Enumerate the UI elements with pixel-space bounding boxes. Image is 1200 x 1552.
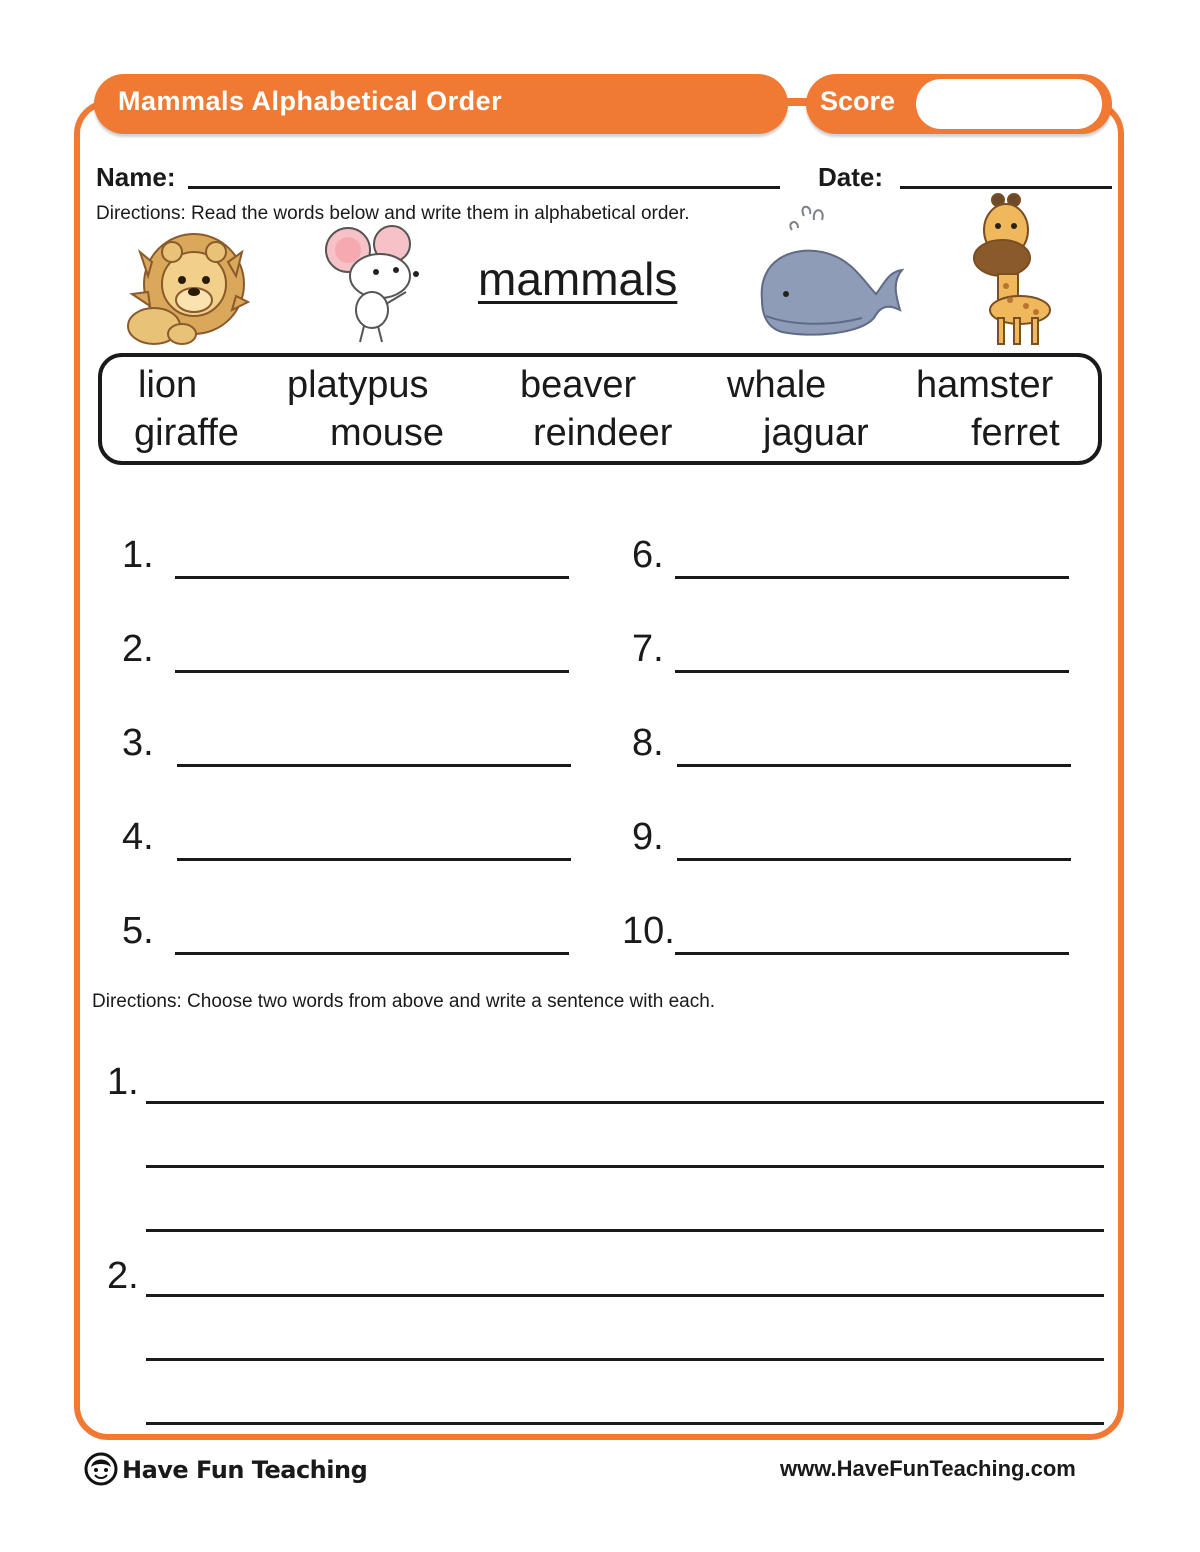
- word-bank-item: ferret: [971, 412, 1060, 454]
- sentence-line[interactable]: [146, 1229, 1104, 1232]
- word-bank-item: reindeer: [533, 412, 673, 454]
- sentence-line[interactable]: [146, 1422, 1104, 1425]
- directions-alphabetical: Directions: Read the words below and write them in alphabetical order.: [96, 203, 690, 224]
- answer-number: 6.: [632, 534, 664, 576]
- answer-line[interactable]: [677, 764, 1071, 767]
- directions-sentences: Directions: Choose two words from above and write a sentence with each.: [92, 991, 716, 1012]
- word-bank-item: whale: [727, 364, 827, 406]
- sentence-line[interactable]: [146, 1165, 1104, 1168]
- sentence-line[interactable]: [146, 1101, 1104, 1104]
- answer-number: 5.: [122, 910, 154, 952]
- answer-line[interactable]: [675, 576, 1069, 579]
- answer-number: 7.: [632, 628, 664, 670]
- word-bank-item: platypus: [287, 364, 429, 406]
- answer-line[interactable]: [177, 764, 571, 767]
- word-bank-item: beaver: [520, 364, 637, 406]
- title-banner: [94, 74, 788, 134]
- brand-logo-icon: [84, 1452, 118, 1486]
- sentence-line[interactable]: [146, 1294, 1104, 1297]
- name-label: Name:: [96, 162, 176, 192]
- footer-brand: Have Fun Teaching: [122, 1456, 368, 1484]
- date-label: Date:: [818, 162, 884, 192]
- answer-number: 1.: [122, 534, 154, 576]
- answer-number: 9.: [632, 816, 664, 858]
- giraffe-illustration: [970, 190, 1062, 350]
- mouse-illustration: [320, 222, 426, 346]
- sentence-line[interactable]: [146, 1358, 1104, 1361]
- answer-number: 4.: [122, 816, 154, 858]
- answer-line[interactable]: [675, 670, 1069, 673]
- name-field[interactable]: [188, 186, 780, 189]
- footer-url[interactable]: www.HaveFunTeaching.com: [780, 1456, 1076, 1481]
- word-bank-item: jaguar: [763, 412, 869, 454]
- answer-line[interactable]: [677, 858, 1071, 861]
- word-bank-item: hamster: [916, 364, 1054, 406]
- word-bank-item: giraffe: [134, 412, 239, 454]
- answer-number: 2.: [122, 628, 154, 670]
- answer-number: 3.: [122, 722, 154, 764]
- word-bank-heading: mammals: [478, 253, 678, 305]
- whale-illustration: [752, 200, 908, 342]
- answer-line[interactable]: [177, 858, 571, 861]
- answer-number: 10.: [622, 910, 675, 952]
- page-title: Mammals Alphabetical Order: [118, 86, 503, 116]
- answer-number: 8.: [632, 722, 664, 764]
- score-banner: [806, 74, 1112, 134]
- answer-line[interactable]: [175, 670, 569, 673]
- score-label: Score: [820, 86, 896, 116]
- answer-line[interactable]: [175, 952, 569, 955]
- sentence-number: 1.: [107, 1061, 139, 1103]
- word-bank-item: lion: [138, 364, 198, 406]
- word-bank-item: mouse: [330, 412, 445, 454]
- sentence-number: 2.: [107, 1255, 139, 1297]
- lion-illustration: [118, 222, 250, 350]
- score-field[interactable]: [916, 79, 1102, 129]
- answer-line[interactable]: [675, 952, 1069, 955]
- date-field[interactable]: [900, 186, 1112, 189]
- answer-line[interactable]: [175, 576, 569, 579]
